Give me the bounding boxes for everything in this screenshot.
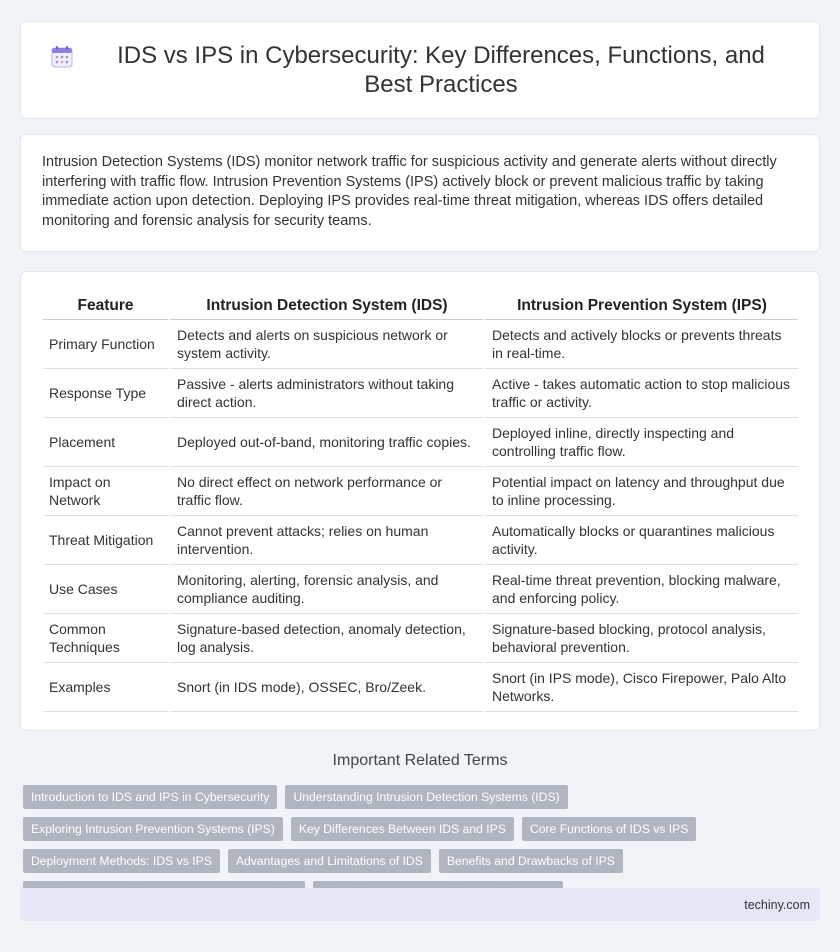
header-card [20,21,820,119]
table-row [43,320,798,369]
feature-cell: Primary Function [43,320,168,369]
ips-cell: Active - takes automatic action to stop malicious traffic or activity. [483,369,798,418]
comparison-table [43,294,798,712]
related-term-tag[interactable]: Exploring Intrusion Prevention Systems (IPS) [23,817,283,841]
header-ips: Intrusion Prevention System (IPS) [483,294,798,320]
feature-cell: Threat Mitigation [43,516,168,565]
related-term-tag[interactable]: Introduction to IDS and IPS in Cybersecurity [23,785,277,809]
table-row [43,516,798,565]
related-term-tag[interactable]: Advantages and Limitations of IDS [228,849,431,873]
header-ids: Intrusion Detection System (IDS) [168,294,483,320]
header-feature: Feature [43,294,168,320]
calendar-icon [50,45,74,69]
ids-cell: Snort (in IDS mode), OSSEC, Bro/Zeek. [168,663,483,712]
ids-cell: No direct effect on network performance or traffic flow. [168,467,483,516]
ips-cell: Automatically blocks or quarantines malicious activity. [483,516,798,565]
related-terms-list [23,785,823,905]
feature-cell: Impact on Network [43,467,168,516]
footer-bar [20,888,820,921]
table-header-row [43,294,798,320]
ips-cell: Potential impact on latency and throughput due to inline processing. [483,467,798,516]
ips-cell: Real-time threat prevention, blocking malware, and enforcing policy. [483,565,798,614]
intro-paragraph: Intrusion Detection Systems (IDS) monitor network traffic for suspicious activity and generate alerts without directly interfering with traffic flow. Intrusion Prevention Systems (IPS) actively block or prevent malicious traffic by taking immediate action upon detection. Deploying IPS provides real-time threat mitigation, whereas IDS offers detailed monitoring and forensic analysis for security teams. [42,154,777,229]
ips-cell: Detects and actively blocks or prevents threats in real-time. [483,320,798,369]
table-row [43,467,798,516]
ips-cell: Snort (in IPS mode), Cisco Firepower, Palo Alto Networks. [483,663,798,712]
table-row [43,369,798,418]
ids-cell: Cannot prevent attacks; relies on human intervention. [168,516,483,565]
comparison-table-card [20,271,820,731]
related-terms-title: Important Related Terms [332,752,508,769]
feature-cell: Placement [43,418,168,467]
related-term-tag[interactable]: Deployment Methods: IDS vs IPS [23,849,220,873]
related-term-tag[interactable]: Core Functions of IDS vs IPS [522,817,697,841]
page-title: IDS vs IPS in Cybersecurity: Key Differences, Functions, and Best Practices [117,42,765,98]
intro-card [20,134,820,252]
related-term-tag[interactable]: Key Differences Between IDS and IPS [291,817,514,841]
footer-site-link[interactable]: techiny.com [744,897,810,912]
table-row [43,565,798,614]
feature-cell: Use Cases [43,565,168,614]
ids-cell: Passive - alerts administrators without taking direct action. [168,369,483,418]
ids-cell: Signature-based detection, anomaly detection, log analysis. [168,614,483,663]
ids-cell: Monitoring, alerting, forensic analysis, and compliance auditing. [168,565,483,614]
ids-cell: Deployed out-of-band, monitoring traffic copies. [168,418,483,467]
ids-cell: Detects and alerts on suspicious network or system activity. [168,320,483,369]
related-term-tag[interactable]: Benefits and Drawbacks of IPS [439,849,623,873]
feature-cell: Examples [43,663,168,712]
ips-cell: Signature-based blocking, protocol analysis, behavioral prevention. [483,614,798,663]
ips-cell: Deployed inline, directly inspecting and controlling traffic flow. [483,418,798,467]
table-row [43,418,798,467]
table-row [43,614,798,663]
feature-cell: Response Type [43,369,168,418]
table-row [43,663,798,712]
feature-cell: Common Techniques [43,614,168,663]
related-term-tag[interactable]: Understanding Intrusion Detection Systems (IDS) [285,785,567,809]
